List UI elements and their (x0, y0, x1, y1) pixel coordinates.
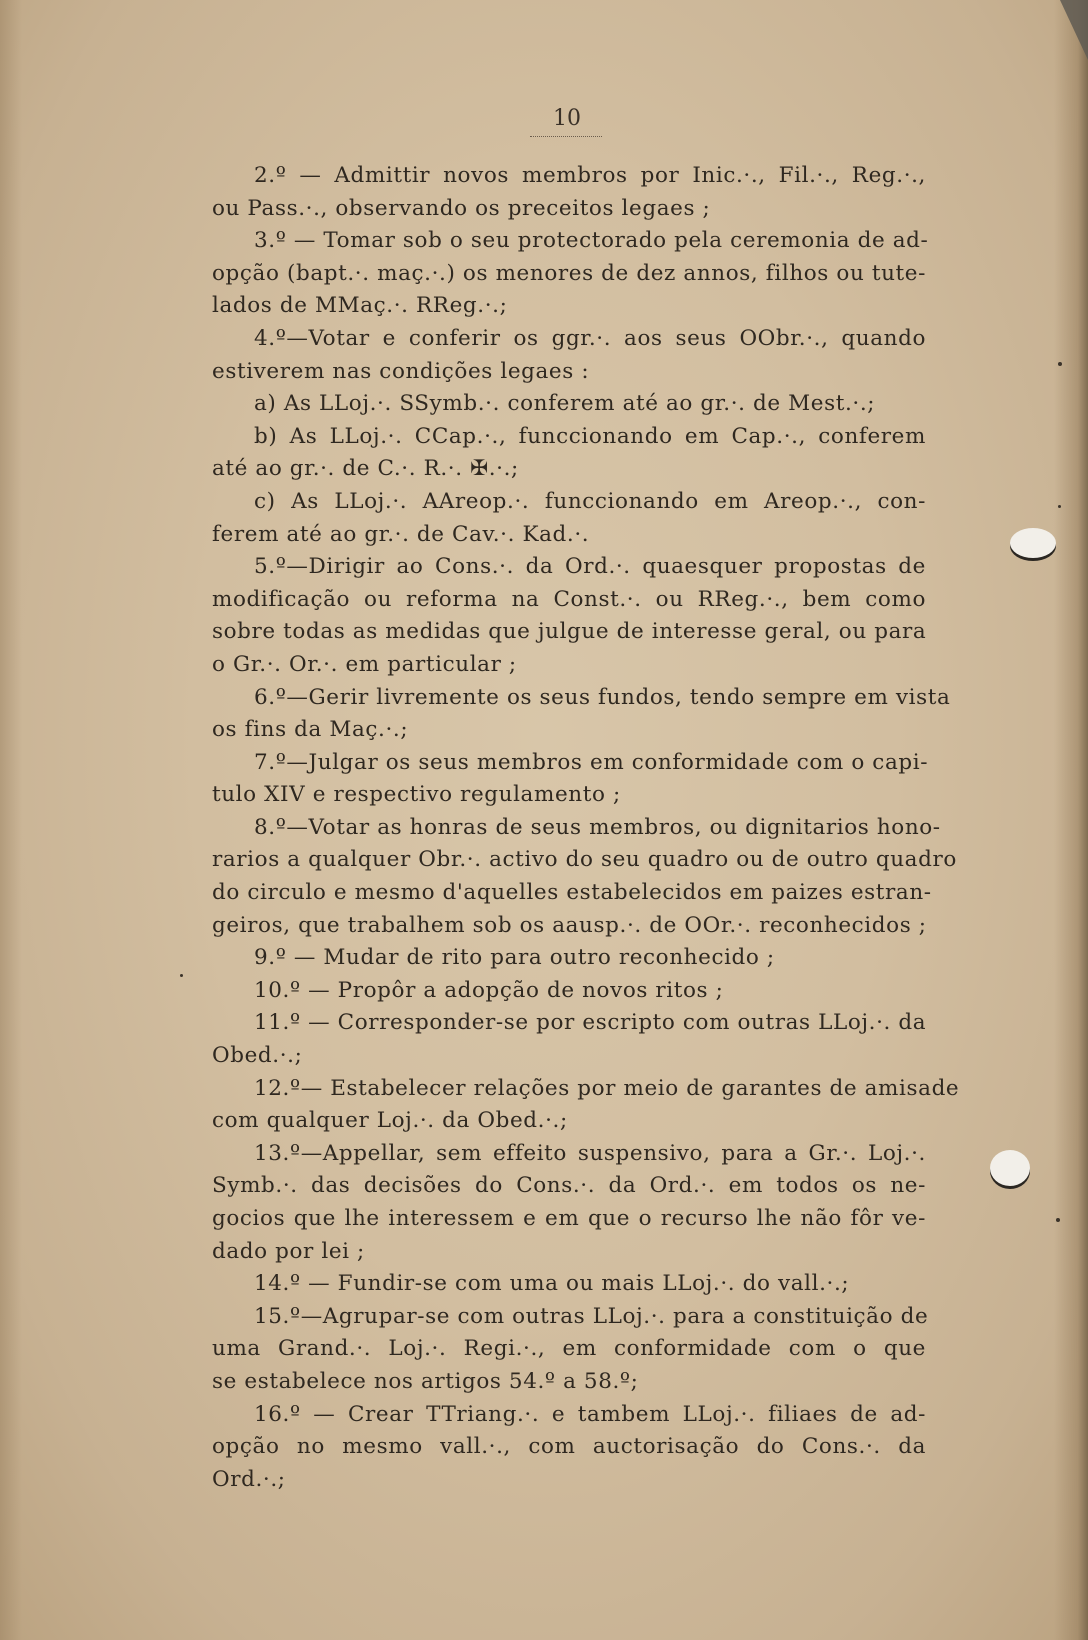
body-text (212, 160, 960, 1496)
text-line: 16.º — Crear TTriang.·. e tambem LLoj.·. filiaes de ad- (254, 1401, 926, 1427)
text-line: geiros, que trabalhem sob os aausp.·. de OOr.·. reconhecidos ; (212, 912, 927, 938)
punch-hole-bottom (990, 1150, 1030, 1186)
text-line: 6.º—Gerir livremente os seus fundos, tendo sempre em vista (254, 684, 951, 710)
text-line: do circulo e mesmo d'aquelles estabelecidos em paizes estran- (212, 880, 932, 906)
text-line: b) As LLoj.·. CCap.·., funccionando em Cap.·., conferem (254, 423, 926, 449)
page-edge-left (0, 0, 22, 1640)
text-line: modificação ou reforma na Const.·. ou RReg.·., bem como (212, 586, 926, 612)
paper-speck (180, 974, 183, 977)
text-line: lados de MMaç.·. RReg.·.; (212, 293, 508, 319)
text-line: gocios que lhe interessem e em que o recurso lhe não fôr ve- (212, 1206, 926, 1231)
text-line: c) As LLoj.·. AAreop.·. funccionando em Areop.·., con- (254, 488, 926, 514)
text-line: ou Pass.·., observando os preceitos legaes ; (212, 195, 711, 221)
text-line: 3.º — Tomar sob o seu protectorado pela ceremonia de ad- (254, 228, 929, 254)
text-line: com qualquer Loj.·. da Obed.·.; (212, 1108, 568, 1134)
text-line: 2.º — Admittir novos membros por Inic.·., Fil.·., Reg.·., (254, 163, 926, 188)
text-line: 8.º—Votar as honras de seus membros, ou dignitarios hono- (254, 814, 941, 840)
text-line: Obed.·.; (212, 1043, 303, 1069)
text-line: uma Grand.·. Loj.·. Regi.·., em conformidade com o que (212, 1336, 926, 1362)
text-line: Ord.·.; (212, 1466, 286, 1492)
page-number: 10 (553, 106, 581, 131)
text-line: opção (bapt.·. maç.·.) os menores de dez annos, filhos ou tute- (212, 260, 926, 286)
text-line: 7.º—Julgar os seus membros em conformidade com o capi- (254, 749, 929, 775)
text-line: se estabelece nos artigos 54.º a 58.º; (212, 1368, 639, 1394)
torn-corner (1060, 0, 1088, 60)
text-line: Symb.·. das decisões do Cons.·. da Ord.·. em todos os ne- (212, 1173, 926, 1199)
paper-speck (1056, 1218, 1060, 1222)
text-line: o Gr.·. Or.·. em particular ; (212, 651, 517, 677)
text-line: até ao gr.·. de C.·. R.·. ✠.·.; (212, 456, 519, 482)
text-line: estiverem nas condições legaes : (212, 358, 590, 384)
page-number-underline (530, 136, 602, 137)
text-line: 11.º — Corresponder-se por escripto com outras LLoj.·. da (254, 1010, 927, 1036)
page-edge-right (1054, 0, 1088, 1640)
text-line: tulo XIV e respectivo regulamento ; (212, 782, 621, 808)
text-line: 13.º—Appellar, sem effeito suspensivo, para a Gr.·. Loj.·. (254, 1140, 926, 1166)
paper-speck (1058, 505, 1061, 508)
text-line: 10.º — Propôr a adopção de novos ritos ; (254, 977, 724, 1003)
punch-hole-top (1010, 528, 1056, 558)
text-line: ferem até ao gr.·. de Cav.·. Kad.·. (212, 521, 590, 547)
text-line: 9.º — Mudar de rito para outro reconhecido ; (254, 945, 775, 971)
text-line: rarios a qualquer Obr.·. activo do seu quadro ou de outro quadro (212, 847, 957, 873)
text-line: 5.º—Dirigir ao Cons.·. da Ord.·. quaesquer propostas de (254, 554, 926, 580)
paper-speck (1058, 362, 1062, 366)
text-line: dado por lei ; (212, 1238, 365, 1264)
text-line: 4.º—Votar e conferir os ggr.·. aos seus OObr.·., quando (254, 325, 926, 351)
text-line: 12.º— Estabelecer relações por meio de garantes de amisade (254, 1075, 960, 1101)
text-line: 15.º—Agrupar-se com outras LLoj.·. para a constituição de (254, 1303, 929, 1329)
text-line: os fins da Maç.·.; (212, 717, 409, 743)
text-line: 14.º — Fundir-se com uma ou mais LLoj.·. do vall.·.; (254, 1271, 850, 1297)
text-line: sobre todas as medidas que julgue de interesse geral, ou para (212, 619, 927, 645)
text-line: a) As LLoj.·. SSymb.·. conferem até ao gr.·. de Mest.·.; (254, 391, 876, 417)
text-line: opção no mesmo vall.·., com auctorisação do Cons.·. da (212, 1434, 926, 1460)
